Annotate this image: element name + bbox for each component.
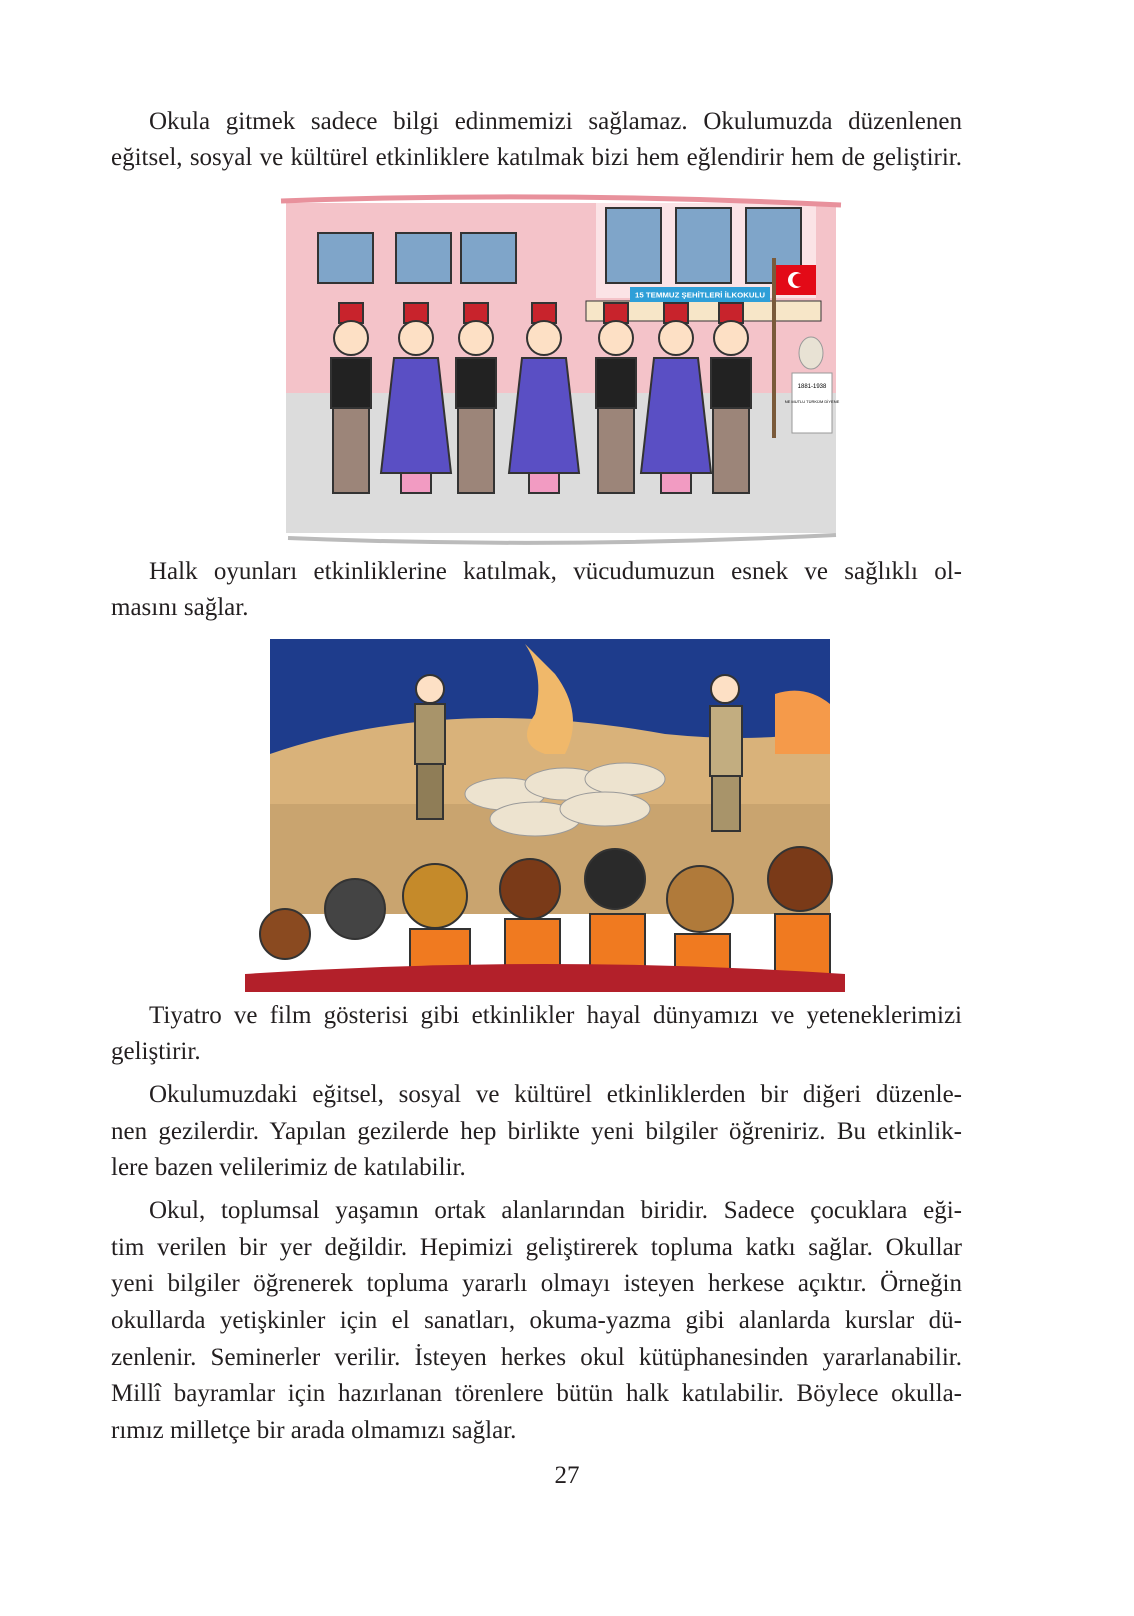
theatre-illustration [245, 634, 845, 992]
paragraph-4-line-2: nen gezilerdir. Yapılan gezilerde hep birlikte yeni bilgiler öğreniriz. Bu etkinlik- [111, 1118, 962, 1145]
folk-dance-illustration [276, 193, 846, 548]
paragraph-2-line-2: masını sağlar. [111, 594, 249, 621]
soldier-actor-left [415, 675, 445, 819]
paragraph-5-line-1: Okul, toplumsal yaşamın ortak alanlarından biridir. Sadece çocuklara eği- [149, 1197, 962, 1224]
paragraph-5-line-7: rımız milletçe bir arada olmamızı sağlar. [111, 1417, 517, 1444]
paragraph-5-line-5: zenlenir. Seminerler verilir. İsteyen herkes okul kütüphanesinden yararlanabilir. [111, 1344, 962, 1371]
paragraph-5-line-3: yeni bilgiler öğrenerek topluma yararlı olmayı isteyen herkese açıktır. Örneğin [111, 1270, 962, 1297]
paragraph-4-line-1: Okulumuzdaki eğitsel, sosyal ve kültürel etkinliklerden bir diğeri düzenle- [149, 1081, 962, 1108]
paragraph-4-line-3: lere bazen velilerimiz de katılabilir. [111, 1154, 466, 1181]
paragraph-5-line-6: Millî bayramlar için hazırlanan törenlere bütün halk katılabilir. Böylece okulla- [111, 1380, 962, 1407]
ataturk-bust [799, 337, 823, 369]
plaque-years: 1881-1938 [797, 384, 827, 390]
paragraph-1-line-2: eğitsel, sosyal ve kültürel etkinliklere katılmak bizi hem eğlendirir hem de geliştirir. [111, 144, 962, 171]
page-number: 27 [554, 1462, 580, 1489]
paragraph-5-line-4: okullarda yetişkinler için el sanatları, okuma-yazma gibi alanlarda kurslar dü- [111, 1307, 962, 1334]
school-sign-text: 15 TEMMUZ ŞEHİTLERİ İLKOKULU [635, 292, 752, 300]
paragraph-5-line-2: tim verilen bir yer değildir. Hepimizi geliştirerek topluma katkı sağlar. Okullar [111, 1234, 962, 1261]
paragraph-3-line-1: Tiyatro ve film gösterisi gibi etkinlikler hayal dünyamızı ve yeteneklerimizi [149, 1002, 962, 1029]
paragraph-3-line-2: geliştirir. [111, 1038, 201, 1065]
plaque-text: NE MUTLU TÜRKÜM DİYENE [784, 399, 840, 404]
paragraph-1-line-1: Okula gitmek sadece bilgi edinmemizi sağlamaz. Okulumuzda düzenlenen [149, 108, 962, 135]
paragraph-2-line-1: Halk oyunları etkinliklerine katılmak, vücudumuzun esnek ve sağlıklı ol- [149, 558, 962, 585]
